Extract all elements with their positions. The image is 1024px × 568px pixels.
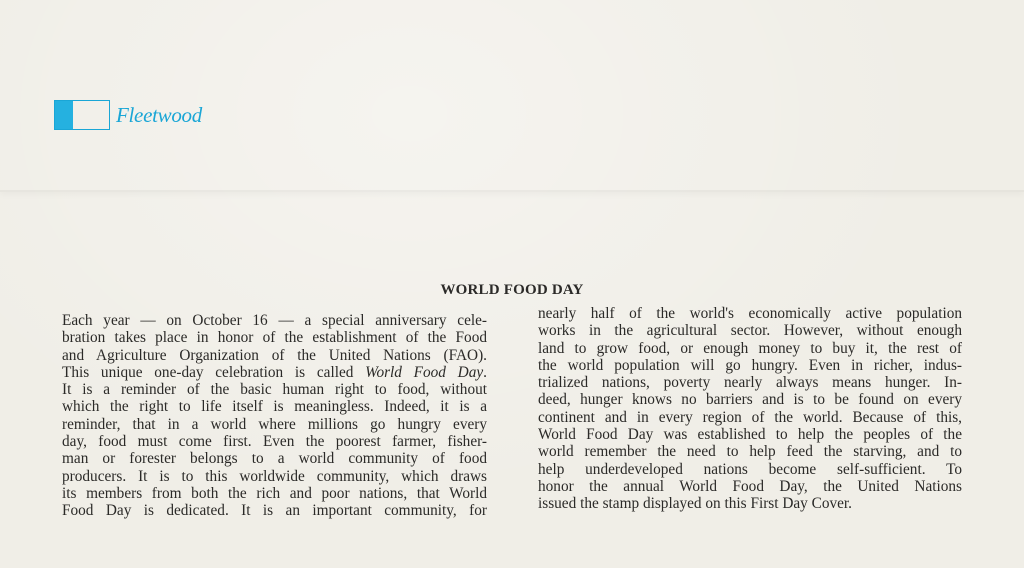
text-line: reminder, that in a world where millions go hungry every [62, 415, 487, 433]
text-line: producers. It is to this worldwide community, which draws [62, 467, 487, 485]
text-line: Each year — on October 16 — a special anniversary cele- [62, 312, 487, 329]
text-line: day, food must come first. Even the poorest farmer, fisher- [62, 433, 487, 451]
text-line: its members from both the rich and poor nations, that World [62, 484, 487, 502]
right-column [538, 305, 962, 513]
text-line: continent and in every region of the world. Because of this, [538, 408, 962, 426]
text-line: deed, hunger knows no barriers and is to be found on every [538, 391, 962, 409]
text-line: man or forester belongs to a world community of food [62, 450, 487, 468]
text-line: land to grow food, or enough money to buy it, the rest of [538, 339, 962, 357]
text-line: trialized nations, poverty nearly always means hunger. In- [538, 374, 962, 392]
left-column [62, 312, 487, 520]
envelope-flap [0, 0, 1024, 192]
logo-mark-icon [54, 100, 110, 130]
text-line: World Food Day was established to help the peoples of the [538, 426, 962, 444]
text-line: world remember the need to help feed the starving, and to [538, 443, 962, 461]
text-line: the world population will go hungry. Even in richer, indus- [538, 356, 962, 374]
fleetwood-logo [54, 100, 202, 130]
text-line: works in the agricultural sector. However, without enough [538, 322, 962, 340]
text-line: which the right to life itself is meaningless. Indeed, it is a [62, 398, 487, 416]
text-line-with-italic [62, 364, 487, 381]
text-segment: This unique one-day celebration is called [62, 363, 366, 381]
article-title: WORLD FOOD DAY [440, 282, 584, 298]
text-line: bration takes place in honor of the establishment of the Food [62, 329, 487, 347]
text-segment: . [483, 363, 487, 381]
logo-text: Fleetwood [116, 102, 202, 127]
text-line: and Agriculture Organization of the United Nations (FAO). [62, 346, 487, 364]
text-line: It is a reminder of the basic human right to food, without [62, 381, 487, 399]
text-line: honor the annual World Food Day, the United Nations [538, 477, 962, 495]
italic-title: World Food Day [365, 363, 484, 381]
text-line: nearly half of the world's economically active population [538, 305, 962, 322]
text-line: help underdeveloped nations become self-sufficient. To [538, 460, 962, 478]
text-line: Food Day is dedicated. It is an important community, for [62, 502, 487, 520]
text-line: issued the stamp displayed on this First Day Cover. [538, 495, 852, 513]
